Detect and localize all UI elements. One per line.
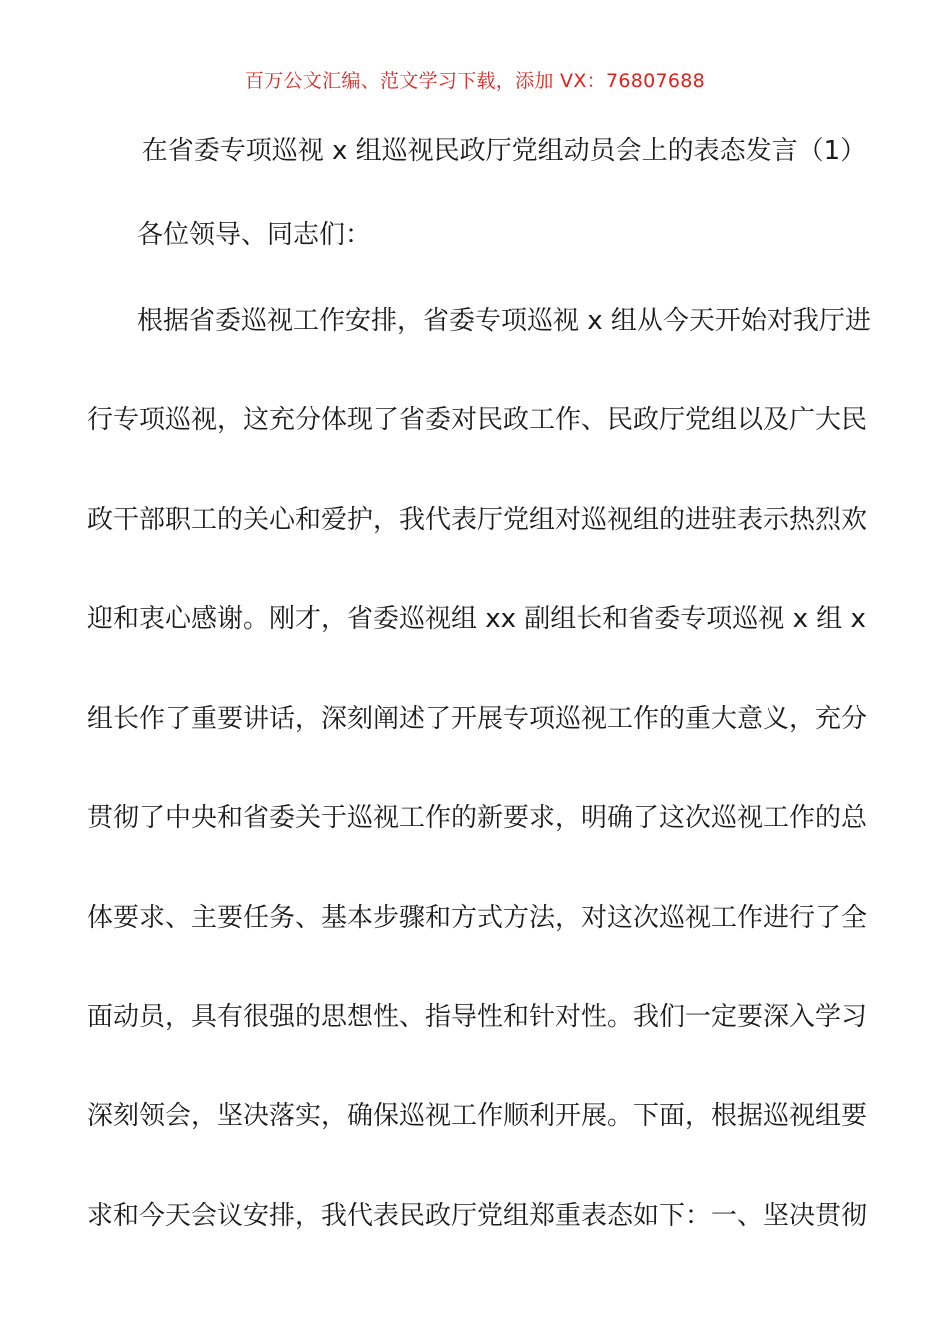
- salutation: 各位领导、同志们：: [137, 220, 372, 250]
- watermark-header: 百万公文汇编、范文学习下载，添加 VX：76807688: [244, 70, 706, 92]
- paragraph-line: 求和今天会议安排，我代表民政厅党组郑重表态如下：一、坚决贯彻: [87, 1201, 868, 1231]
- paragraph-line: 组长作了重要讲话，深刻阐述了开展专项巡视工作的重大意义，充分: [87, 704, 868, 734]
- paragraph-line: 行专项巡视，这充分体现了省委对民政工作、民政厅党组以及广大民: [87, 405, 868, 435]
- paragraph-line: 迎和衷心感谢。刚才，省委巡视组 xx 副组长和省委专项巡视 x 组 x: [87, 604, 866, 634]
- paragraph-line: 体要求、主要任务、基本步骤和方式方法，对这次巡视工作进行了全: [87, 903, 868, 933]
- paragraph-line: 根据省委巡视工作安排，省委专项巡视 x 组从今天开始对我厅进: [137, 306, 871, 336]
- paragraph-line: 贯彻了中央和省委关于巡视工作的新要求，明确了这次巡视工作的总: [87, 803, 868, 833]
- paragraph-line: 政干部职工的关心和爱护，我代表厅党组对巡视组的进驻表示热烈欢: [87, 505, 868, 535]
- paragraph-line: 深刻领会，坚决落实，确保巡视工作顺利开展。下面，根据巡视组要: [87, 1101, 868, 1131]
- paragraph-line: 面动员，具有很强的思想性、指导性和针对性。我们一定要深入学习: [87, 1002, 868, 1032]
- document-title: 在省委专项巡视 x 组巡视民政厅党组动员会上的表态发言（1）: [141, 136, 867, 166]
